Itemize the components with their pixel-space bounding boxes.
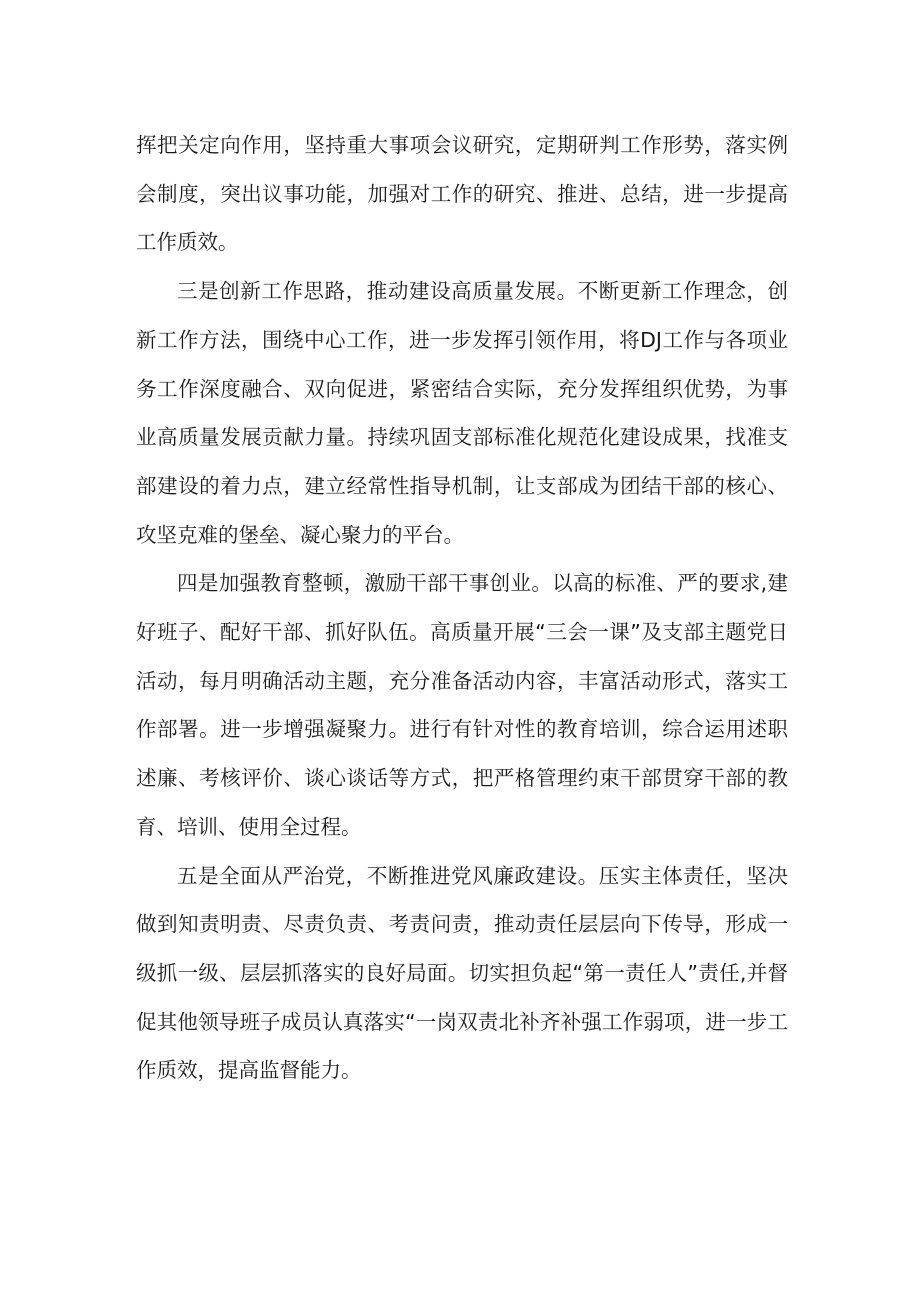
paragraph-continuation: 挥把关定向作用，坚持重大事项会议研究，定期研判工作形势，落实例会制度，突出议事功能，加强对工作的研究、推进、总结，进一步提高工作质效。	[136, 133, 788, 255]
paragraph-five: 五是全面从严治党，不断推进党风廉政建设。压实主体责任，坚决做到知责明责、尽责负责、考责问责，推动责任层层向下传导，形成一级抓一级、层层抓落实的良好局面。切实担负起“第一责任人”责任,并督促其他领导班子成员认真落实“一岗双责北补齐补强工作弱项，进一步工作质效，提高监督能力。	[136, 863, 788, 1083]
document-body	[136, 121, 788, 1095]
paragraph-three: 三是创新工作思路，推动建设高质量发展。不断更新工作理念，创新工作方法，围绕中心工作，进一步发挥引领作用，将DJ工作与各项业务工作深度融合、双向促进，紧密结合实际，充分发挥组织优势，为事业高质量发展贡献力量。持续巩固支部标准化规范化建设成果，找准支部建设的着力点，建立经常性指导机制，让支部成为团结干部的核心、攻坚克难的堡垒、凝心聚力的平台。	[136, 279, 788, 547]
paragraph-four: 四是加强教育整顿，激励干部干事创业。以高的标准、严的要求,建好班子、配好干部、抓好队伍。高质量开展“三会一课”及支部主题党日活动，每月明确活动主题，充分准备活动内容，丰富活动形式，落实工作部署。进一步增强凝聚力。进行有针对性的教育培训，综合运用述职述廉、考核评价、谈心谈话等方式，把严格管理约束干部贯穿干部的教育、培训、使用全过程。	[136, 571, 788, 839]
